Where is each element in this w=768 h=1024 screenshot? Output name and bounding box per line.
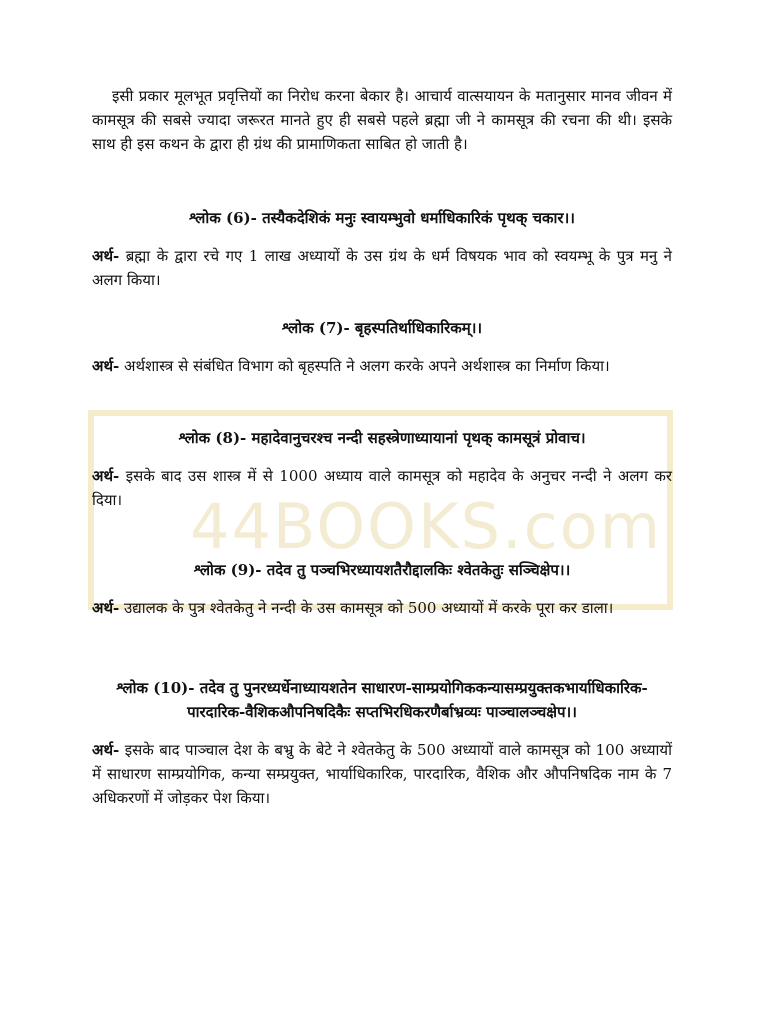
- artha-label: अर्थ-: [92, 247, 120, 265]
- artha-text: अर्थशास्त्र से संबंधित विभाग को बृहस्पति ने अलग करके अपने अर्थशास्त्र का निर्माण किया।: [119, 357, 610, 375]
- artha-text: उद्यालक के पुत्र श्वेतकेतु ने नन्दी के उस कामसूत्र को 500 अध्यायों में करके पूरा कर डाला।: [119, 599, 614, 617]
- intro-paragraph: इसी प्रकार मूलभूत प्रवृत्तियों का निरोध करना बेकार है। आचार्य वात्सयायन के मतानुसार मानव जीवन में कामसूत्र की सबसे ज्यादा जरूरत मानते हुए ही सबसे पहले ब्रह्मा जी ने कामसूत्र की रचना की थी। इसके साथ ही इस कथन के द्वारा ही ग्रंथ की प्रामाणिकता साबित हो जाती है।: [92, 87, 672, 153]
- artha-10: [92, 738, 672, 810]
- artha-label: अर्थ-: [92, 741, 120, 759]
- artha-text: इसके बाद पाञ्चाल देश के बभ्रु के बेटे ने श्वेतकेतु के 500 अध्यायों वाले कामसूत्र को 100 अध्यायों में साधारण साम्प्रयोगिक, कन्या सम्प्रयुक्त, भार्याधिकारिक, पारदारिक, वैशिक और औपनिषदिक नाम के 7 अधिकरणों में जोड़कर पेश किया।: [92, 741, 672, 807]
- shloka-10: श्लोक (10)- तदेव तु पुनरध्यर्धेनाध्यायशतेन साधारण-साम्प्रयोगिककन्यासम्प्रयुक्तकभार्याधिकारिक-पारदारिक-वैशिकऔपनिषदिकैः सप्तभिरधिकरणैर्बाभ्रव्यः पाञ्चालञ्चक्षेप।।: [116, 679, 648, 721]
- shloka-7: श्लोक (7)- बृहस्पतिर्थाधिकारिकम्।।: [281, 319, 483, 337]
- artha-label: अर्थ-: [92, 357, 120, 375]
- artha-6: [92, 244, 672, 292]
- artha-8: [92, 464, 672, 512]
- shloka-8: श्लोक (8)- महादेवानुचरश्च नन्दी सहस्त्रेणाध्यायानां पृथक् कामसूत्रं प्रोवाच।: [178, 429, 586, 447]
- watermark-logo: 44BOOKS.com: [190, 490, 663, 563]
- artha-text: इसके बाद उस शास्त्र में से 1000 अध्याय वाले कामसूत्र को महादेव के अनुचर नन्दी ने अलग कर दिया।: [92, 467, 672, 509]
- artha-9: [92, 596, 672, 620]
- shloka-6: श्लोक (6)- तस्यैकदेशिकं मनुः स्वायम्भुवो धर्माधिकारिकं पृथक् चकार।।: [189, 209, 575, 227]
- artha-text: ब्रह्मा के द्वारा रचे गए 1 लाख अध्यायों के उस ग्रंथ के धर्म विषयक भाव को स्वयम्भू के पुत्र मनु ने अलग किया।: [92, 247, 672, 289]
- document-body: [92, 84, 672, 810]
- artha-7: [92, 354, 672, 378]
- shloka-9: श्लोक (9)- तदेव तु पञ्चभिरध्यायशतैरौद्दालकिः श्वेतकेतुः सञ्चिक्षेप।।: [193, 561, 571, 579]
- artha-label: अर्थ-: [92, 599, 120, 617]
- artha-label: अर्थ-: [92, 467, 120, 485]
